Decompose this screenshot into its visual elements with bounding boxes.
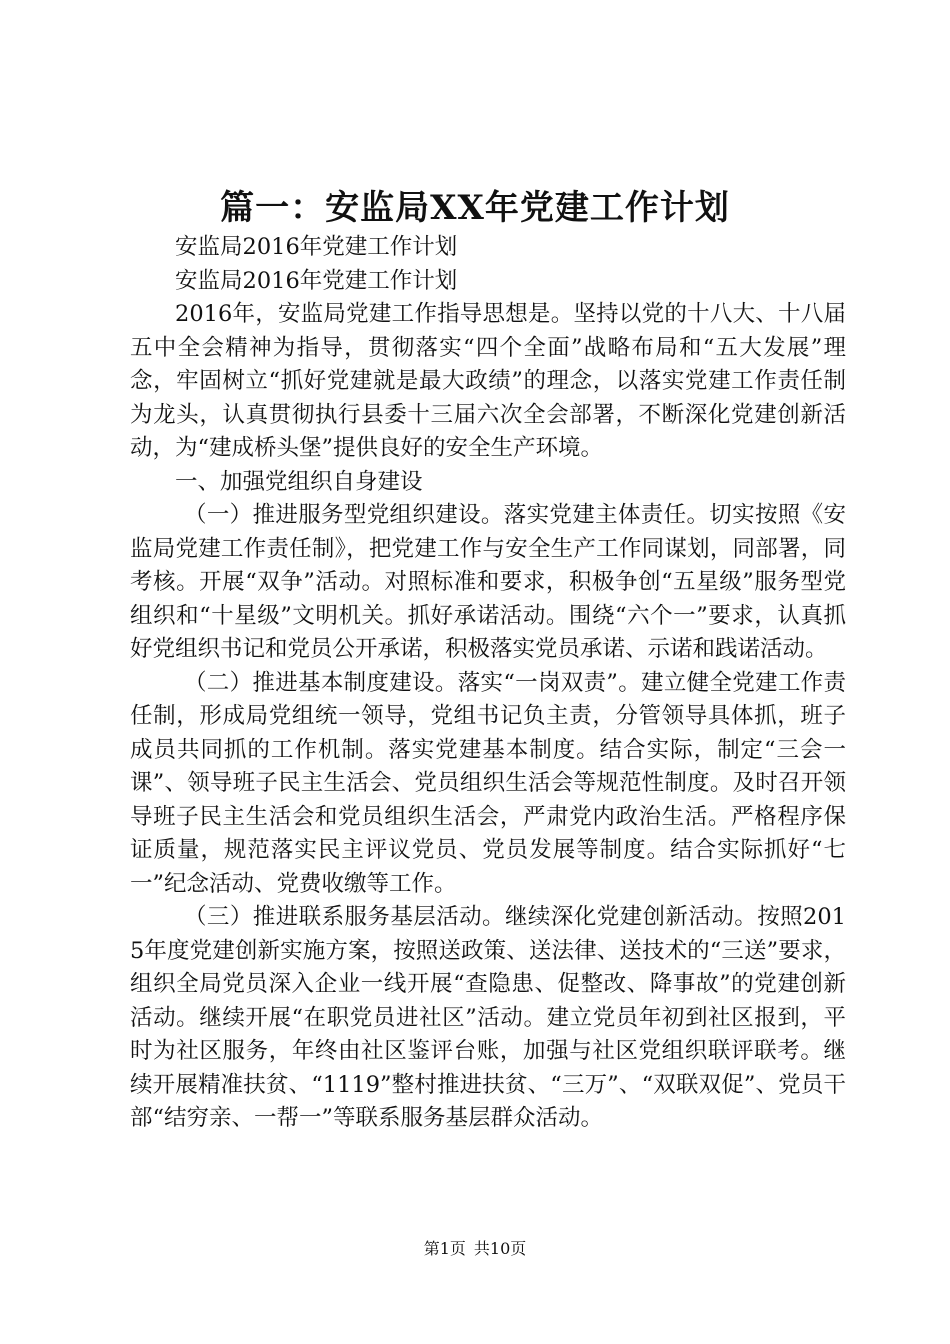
section-heading-1: 一、加强党组织自身建设 <box>175 468 423 495</box>
document-body <box>130 231 846 1136</box>
document-title: 篇一：安监局XX年党建工作计划 <box>220 188 730 228</box>
paragraph-subtitle-1: 安监局2016年党建工作计划 <box>175 234 458 260</box>
paragraph-section-1-item-2: （二）推进基本制度建设。落实“一岗双责”。建立健全党建工作责任制，形成局党组统一领导，党组书记负主责，分管领导具体抓，班子成员共同抓的工作机制。落实党建基本制度。结合实际，制定“三会一课”、领导班子民主生活会、党员组织生活会等规范性制度。及时召开领导班子民主生活会和党员组织生活会，严肃党内政治生活。严格程序保证质量，规范落实民主评议党员、党员发展等制度。结合实际抓好“七一”纪念活动、党费收缴等工作。 <box>130 669 846 897</box>
page-footer <box>0 1238 950 1260</box>
paragraph-subtitle-2: 安监局2016年党建工作计划 <box>175 267 458 294</box>
paragraph-section-1-item-1: （一）推进服务型党组织建设。落实党建主体责任。切实按照《安监局党建工作责任制》，把党建工作与安全生产工作同谋划，同部署，同考核。开展“双争”活动。对照标准和要求，积极争创“五星级”服务型党组织和“十星级”文明机关。抓好承诺活动。围绕“六个一”要求，认真抓好党组织书记和党员公开承诺，积极落实党员承诺、示诺和践诺活动。 <box>130 502 846 662</box>
paragraph-guiding-ideology: 2016年，安监局党建工作指导思想是。坚持以党的十八大、十八届五中全会精神为指导，贯彻落实“四个全面”战略布局和“五大发展”理念，牢固树立“抓好党建就是最大政绩”的理念，以落实党建工作责任制为龙头，认真贯彻执行县委十三届六次全会部署，不断深化党建创新活动，为“建成桥头堡”提供良好的安全生产环境。 <box>130 301 846 461</box>
page-number: 第1页 <box>423 1239 466 1258</box>
paragraph-section-1-item-3: （三）推进联系服务基层活动。继续深化党建创新活动。按照2015年度党建创新实施方案，按照送政策、送法律、送技术的“三送”要求，组织全局党员深入企业一线开展“查隐患、促整改、降事故”的党建创新活动。继续开展“在职党员进社区”活动。建立党员年初到社区报到，平时为社区服务，年终由社区鉴评台账，加强与社区党组织联评联考。继续开展精准扶贫、“1119”整村推进扶贫、“三万”、“双联双促”、党员干部“结穷亲、一帮一”等联系服务基层群众活动。 <box>130 904 846 1131</box>
page-total: 共10页 <box>473 1239 527 1258</box>
